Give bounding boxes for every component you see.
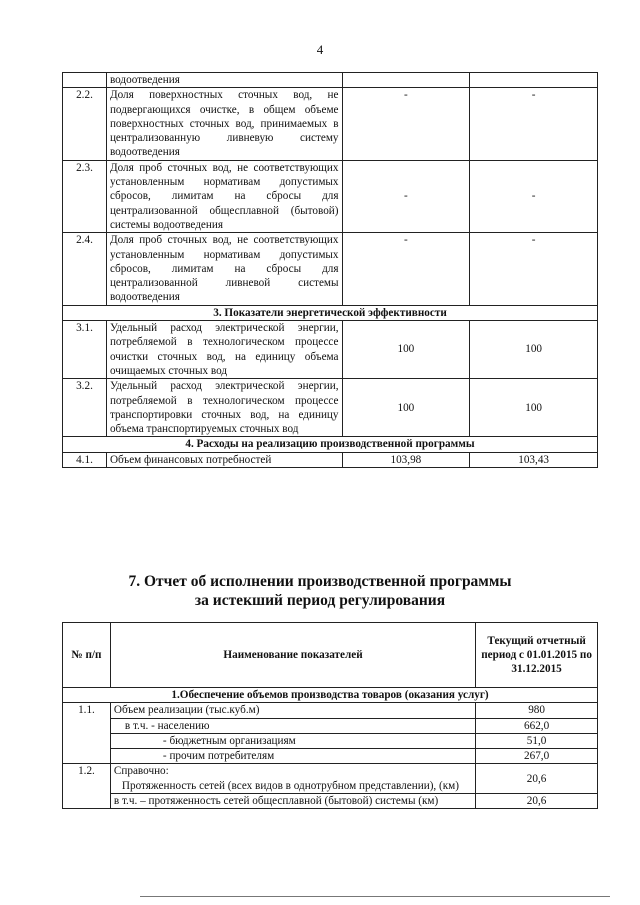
heading-line-2: за истекший период регулирования — [194, 592, 446, 609]
reference-text: Протяженность сетей (всех видов в однотрубном представлении), (км) — [121, 779, 459, 792]
heading-line-1: 7. Отчет об исполнении производственной программы — [128, 573, 512, 590]
row-description: Доля проб сточных вод, не соответствующих установленным нормативам допустимых сбросов, лимитам на сбросы для централизованной ливневой системы водоотведения — [106, 233, 342, 305]
section-row — [63, 305, 598, 320]
row-number: 1.1. — [63, 703, 111, 764]
row-value-2: - — [470, 160, 598, 232]
section-title: 4. Расходы на реализацию производственной программы — [63, 437, 598, 452]
row-description: в т.ч. - населению — [110, 718, 475, 733]
table-row — [63, 73, 598, 88]
table-row — [63, 379, 598, 437]
row-number: 2.2. — [63, 88, 107, 160]
row-description: Удельный расход электрической энергии, потребляемой в технологическом процессе транспортировки сточных вод, на единицу объема транспортируемых сточных вод — [106, 379, 342, 437]
indicators-table — [62, 72, 598, 468]
page-number: 4 — [316, 42, 324, 57]
header-period: Текущий отчетный период с 01.01.2015 по 31.12.2015 — [476, 623, 598, 688]
section-title: 3. Показатели энергетической эффективности — [63, 305, 598, 320]
row-number — [63, 73, 107, 88]
row-value-2: - — [470, 233, 598, 305]
row-value-2: 100 — [470, 321, 598, 379]
row-number: 3.2. — [63, 379, 107, 437]
section-title: 1.Обеспечение объемов производства товаров (оказания услуг) — [63, 688, 598, 703]
section-row — [63, 437, 598, 452]
bottom-divider — [140, 896, 610, 897]
row-number: 4.1. — [63, 452, 107, 467]
row-value-2 — [470, 73, 598, 88]
row-number: 2.3. — [63, 160, 107, 232]
row-description: в т.ч. – протяженность сетей общесплавной (бытовой) системы (км) — [110, 794, 475, 809]
row-value: 267,0 — [476, 749, 598, 764]
row-number: 2.4. — [63, 233, 107, 305]
row-value-2: - — [470, 88, 598, 160]
table-row — [63, 794, 598, 809]
row-value-1: - — [342, 88, 470, 160]
table-row — [63, 233, 598, 305]
table-row — [63, 718, 598, 733]
section-row — [63, 688, 598, 703]
section-heading — [0, 572, 640, 610]
row-description: Доля проб сточных вод, не соответствующих установленным нормативам допустимых сбросов, лимитам на сбросы для централизованной общесплавной (бытовой) системы водоотведения — [106, 160, 342, 232]
table-row — [63, 160, 598, 232]
row-value-1: 100 — [342, 379, 470, 437]
row-value: 20,6 — [476, 764, 598, 794]
row-description: Объем финансовых потребностей — [106, 452, 342, 467]
row-value-2: 100 — [470, 379, 598, 437]
header-name: Наименование показателей — [110, 623, 475, 688]
header-number: № п/п — [63, 623, 111, 688]
row-value-1: - — [342, 233, 470, 305]
row-value: 662,0 — [476, 718, 598, 733]
row-value-2: 103,43 — [470, 452, 598, 467]
row-value: 980 — [476, 703, 598, 718]
row-description — [110, 764, 475, 794]
row-description: Удельный расход электрической энергии, потребляемой в технологическом процессе очистки сточных вод, на единицу объема очищаемых сточных вод — [106, 321, 342, 379]
row-value-1: - — [342, 160, 470, 232]
row-value-1 — [342, 73, 470, 88]
table-row — [63, 452, 598, 467]
row-value: 51,0 — [476, 733, 598, 748]
header-row — [63, 623, 598, 688]
report-table — [62, 622, 598, 809]
row-description: - прочим потребителям — [110, 749, 475, 764]
row-value-1: 103,98 — [342, 452, 470, 467]
row-number: 3.1. — [63, 321, 107, 379]
row-description: Объем реализации (тыс.куб.м) — [110, 703, 475, 718]
table-row — [63, 764, 598, 794]
row-value-1: 100 — [342, 321, 470, 379]
row-value: 20,6 — [476, 794, 598, 809]
row-description: Доля поверхностных сточных вод, не подвергающихся очистке, в общем объеме поверхностных сточных вод, принимаемых в централизованную ливневую систему водоотведения — [106, 88, 342, 160]
table-row — [63, 733, 598, 748]
row-number: 1.2. — [63, 764, 111, 809]
table-row — [63, 703, 598, 718]
row-description: - бюджетным организациям — [110, 733, 475, 748]
table-row — [63, 749, 598, 764]
table-row — [63, 321, 598, 379]
row-description: водоотведения — [106, 73, 342, 88]
table-row — [63, 88, 598, 160]
reference-label: Справочно: — [113, 765, 169, 778]
